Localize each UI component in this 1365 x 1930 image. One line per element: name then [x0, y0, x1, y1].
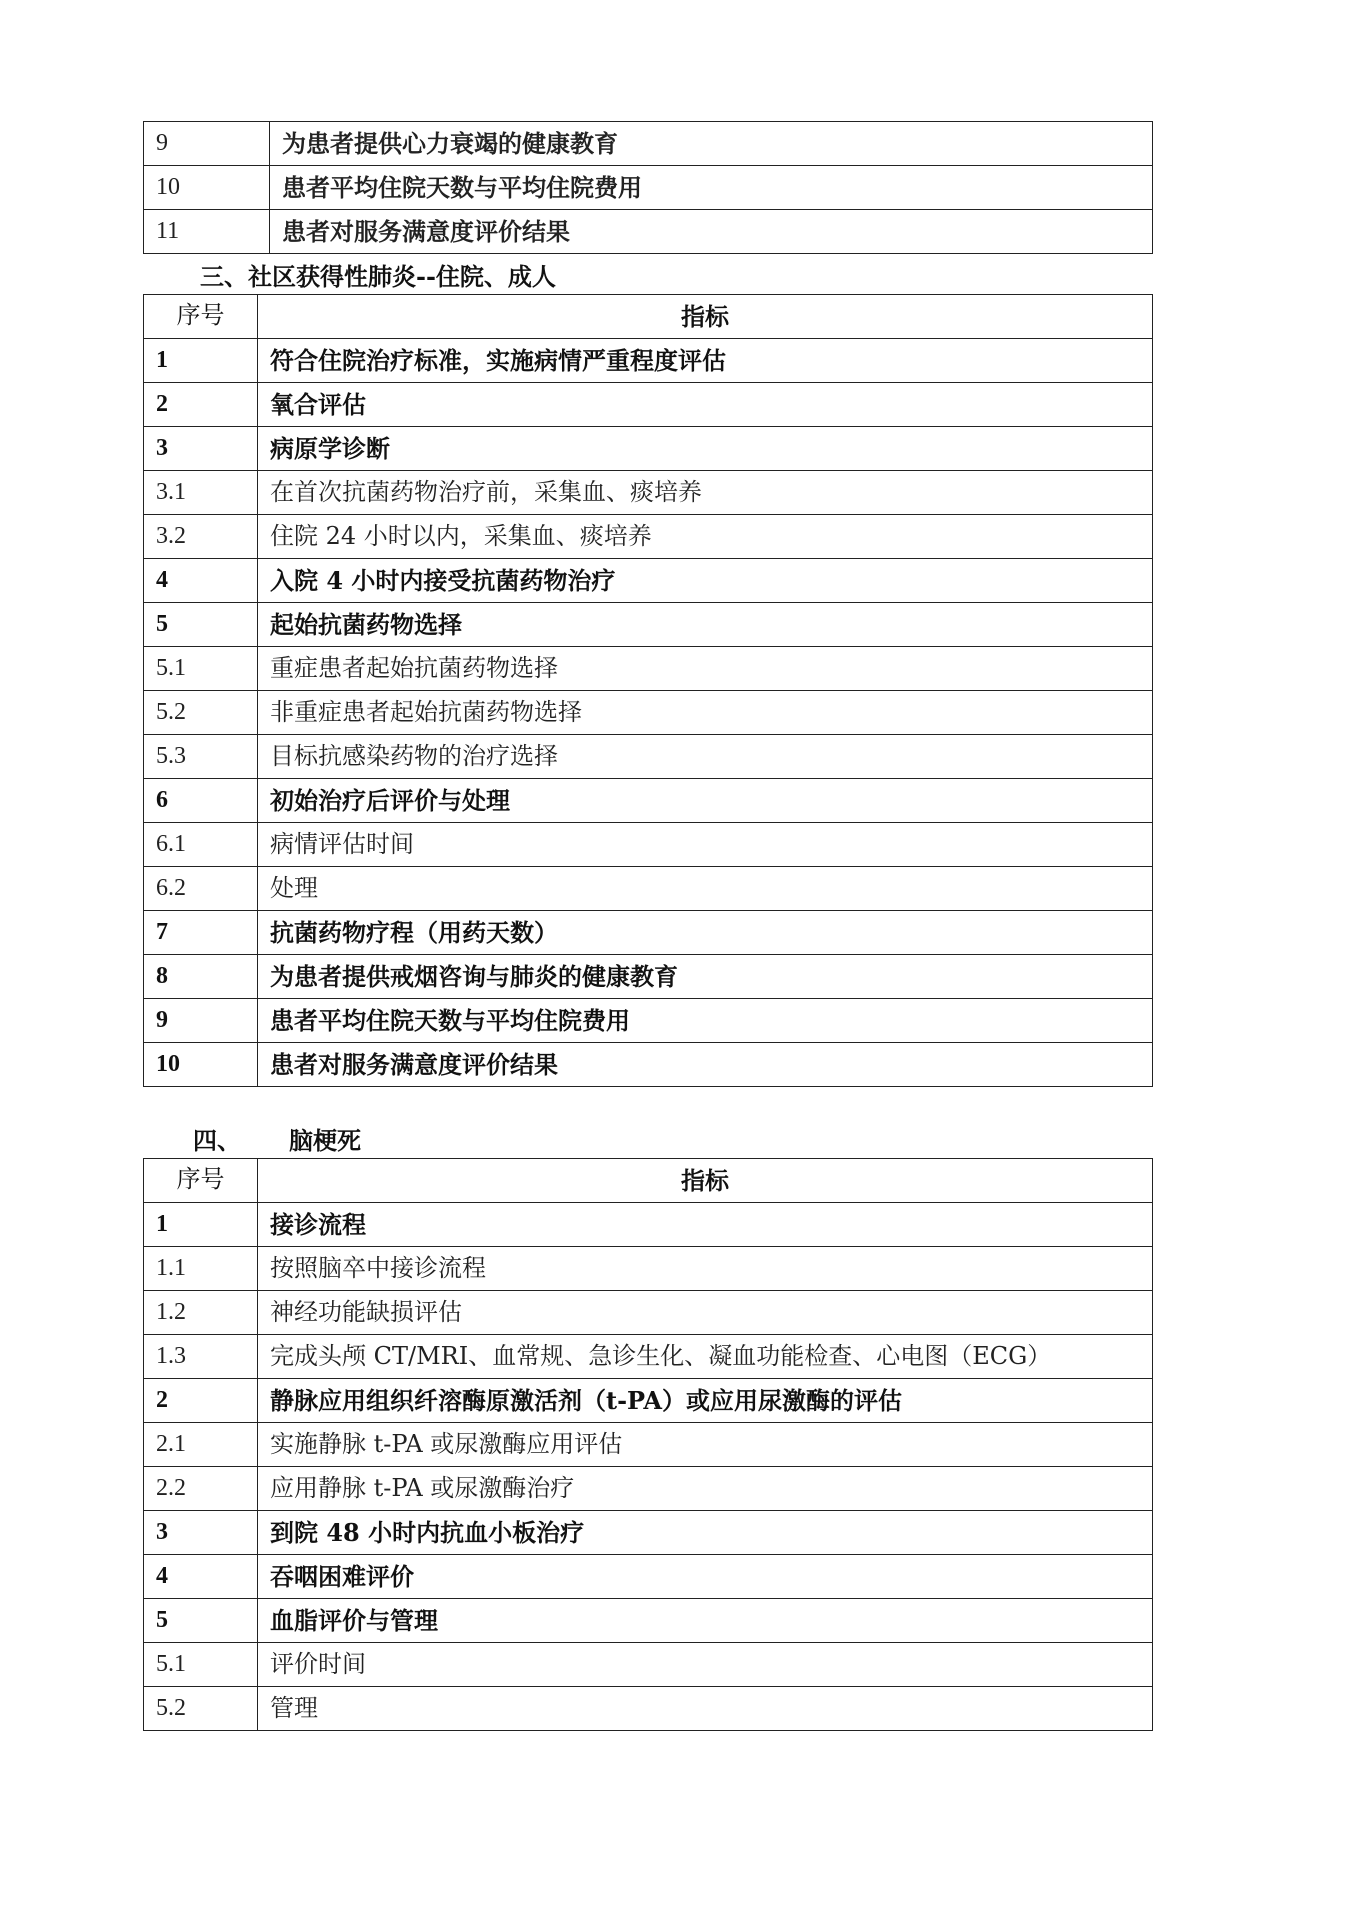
table-row: [144, 339, 1153, 383]
row-number: 2: [144, 383, 258, 427]
table-row: [144, 1423, 1153, 1467]
row-number: 3.1: [144, 471, 258, 515]
row-number: 3: [144, 427, 258, 471]
row-number: 6.1: [144, 823, 258, 867]
row-number: 5.3: [144, 735, 258, 779]
table-row: [144, 647, 1153, 691]
row-number: 3.2: [144, 515, 258, 559]
row-number: 1.3: [144, 1335, 258, 1379]
row-indicator: 非重症患者起始抗菌药物选择: [258, 691, 1153, 735]
row-number: 1.1: [144, 1247, 258, 1291]
row-number: 5.1: [144, 647, 258, 691]
table-row: [144, 603, 1153, 647]
row-indicator: 到院 48 小时内抗血小板治疗: [258, 1511, 1153, 1555]
table-row: [144, 735, 1153, 779]
indicator-table-cerebral-infarction: [143, 1158, 1153, 1731]
row-number: 4: [144, 559, 258, 603]
row-indicator: 目标抗感染药物的治疗选择: [258, 735, 1153, 779]
row-indicator: 符合住院治疗标准，实施病情严重程度评估: [258, 339, 1153, 383]
section-heading-title: 脑梗死: [289, 1126, 361, 1155]
indicator-table-pneumonia: [143, 294, 1153, 1087]
table-row: [144, 559, 1153, 603]
row-number: 10: [144, 166, 270, 210]
row-indicator: 抗菌药物疗程（用药天数）: [258, 911, 1153, 955]
table-row: [144, 471, 1153, 515]
row-number: 2.2: [144, 1467, 258, 1511]
table-row: [144, 1643, 1153, 1687]
header-number: 序号: [144, 1159, 258, 1203]
row-indicator: 吞咽困难评价: [258, 1555, 1153, 1599]
row-indicator: 应用静脉 t-PA 或尿激酶治疗: [258, 1467, 1153, 1511]
table-row: [144, 1467, 1153, 1511]
row-indicator: 在首次抗菌药物治疗前，采集血、痰培养: [258, 471, 1153, 515]
table-row: [144, 955, 1153, 999]
table-row: [144, 867, 1153, 911]
table-row: [144, 1599, 1153, 1643]
table-row: [144, 779, 1153, 823]
header-indicator: 指标: [258, 295, 1153, 339]
table-body: [144, 122, 1153, 254]
row-indicator: 患者对服务满意度评价结果: [258, 1043, 1153, 1087]
section-heading-cerebral-infarction: [193, 1126, 361, 1156]
row-indicator: 病原学诊断: [258, 427, 1153, 471]
section-heading-pneumonia: 三、社区获得性肺炎--住院、成人: [200, 262, 556, 291]
table-header-row: [144, 295, 1153, 339]
row-indicator: 患者平均住院天数与平均住院费用: [270, 166, 1153, 210]
row-number: 6: [144, 779, 258, 823]
row-number: 4: [144, 1555, 258, 1599]
row-number: 5.2: [144, 691, 258, 735]
row-number: 11: [144, 210, 270, 254]
row-number: 5.2: [144, 1687, 258, 1731]
row-indicator: 为患者提供戒烟咨询与肺炎的健康教育: [258, 955, 1153, 999]
row-number: 1.2: [144, 1291, 258, 1335]
row-number: 10: [144, 1043, 258, 1087]
table-row: [144, 1043, 1153, 1087]
table-row: [144, 999, 1153, 1043]
table-row: [144, 210, 1153, 254]
row-number: 7: [144, 911, 258, 955]
row-indicator: 住院 24 小时以内，采集血、痰培养: [258, 515, 1153, 559]
table-row: [144, 1203, 1153, 1247]
row-indicator: 管理: [258, 1687, 1153, 1731]
indicator-table-heart-failure-continued: [143, 121, 1153, 254]
table-row: [144, 122, 1153, 166]
row-number: 5.1: [144, 1643, 258, 1687]
row-indicator: 病情评估时间: [258, 823, 1153, 867]
row-indicator: 氧合评估: [258, 383, 1153, 427]
row-indicator: 处理: [258, 867, 1153, 911]
table-row: [144, 1335, 1153, 1379]
row-indicator: 完成头颅 CT/MRI、血常规、急诊生化、凝血功能检查、心电图（ECG）: [258, 1335, 1153, 1379]
row-indicator: 血脂评价与管理: [258, 1599, 1153, 1643]
row-number: 9: [144, 999, 258, 1043]
header-indicator: 指标: [258, 1159, 1153, 1203]
row-indicator: 患者平均住院天数与平均住院费用: [258, 999, 1153, 1043]
row-number: 2.1: [144, 1423, 258, 1467]
row-indicator: 重症患者起始抗菌药物选择: [258, 647, 1153, 691]
row-indicator: 实施静脉 t-PA 或尿激酶应用评估: [258, 1423, 1153, 1467]
row-number: 2: [144, 1379, 258, 1423]
row-indicator: 评价时间: [258, 1643, 1153, 1687]
table-row: [144, 1247, 1153, 1291]
row-number: 1: [144, 339, 258, 383]
row-indicator: 为患者提供心力衰竭的健康教育: [270, 122, 1153, 166]
row-indicator: 按照脑卒中接诊流程: [258, 1247, 1153, 1291]
row-number: 6.2: [144, 867, 258, 911]
table-header-row: [144, 1159, 1153, 1203]
table-row: [144, 691, 1153, 735]
row-indicator: 入院 4 小时内接受抗菌药物治疗: [258, 559, 1153, 603]
row-number: 3: [144, 1511, 258, 1555]
row-number: 1: [144, 1203, 258, 1247]
table-row: [144, 823, 1153, 867]
table-body: [144, 1159, 1153, 1731]
row-number: 8: [144, 955, 258, 999]
table-row: [144, 166, 1153, 210]
row-indicator: 静脉应用组织纤溶酶原激活剂（t-PA）或应用尿激酶的评估: [258, 1379, 1153, 1423]
row-indicator: 患者对服务满意度评价结果: [270, 210, 1153, 254]
table-row: [144, 911, 1153, 955]
table-row: [144, 383, 1153, 427]
row-indicator: 神经功能缺损评估: [258, 1291, 1153, 1335]
row-indicator: 初始治疗后评价与处理: [258, 779, 1153, 823]
table-row: [144, 1687, 1153, 1731]
section-heading-prefix: 四、: [193, 1126, 241, 1155]
row-indicator: 接诊流程: [258, 1203, 1153, 1247]
table-row: [144, 515, 1153, 559]
table-row: [144, 427, 1153, 471]
table-row: [144, 1555, 1153, 1599]
row-number: 5: [144, 603, 258, 647]
row-indicator: 起始抗菌药物选择: [258, 603, 1153, 647]
table-row: [144, 1511, 1153, 1555]
table-row: [144, 1291, 1153, 1335]
header-number: 序号: [144, 295, 258, 339]
row-number: 9: [144, 122, 270, 166]
row-number: 5: [144, 1599, 258, 1643]
table-row: [144, 1379, 1153, 1423]
table-body: [144, 295, 1153, 1087]
